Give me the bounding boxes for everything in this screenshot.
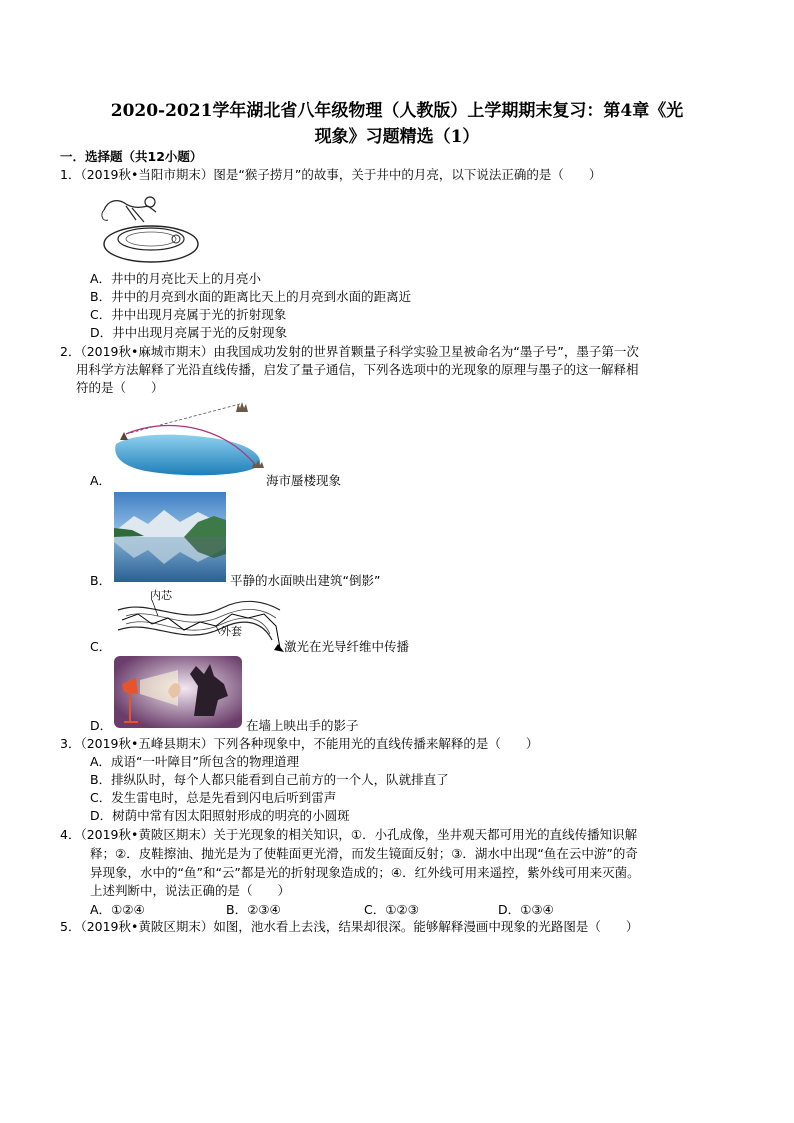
q4-stem-line2: 释；②．皮鞋擦油、抛光是为了使鞋面更光滑，而发生镜面反射；③．湖水中出现“鱼在云中游”的奇 [90,846,638,861]
q4-stem-line3: 异现象，水中的“鱼”和“云”都是光的折射现象造成的；④．红外线可用来遥控，紫外线可用来灭菌。 [90,865,640,880]
q2-option-c-letter[interactable]: C． [90,639,112,654]
q1-option-a[interactable]: A．井中的月亮比天上的月亮小 [90,271,262,286]
document-title-line2: 现象》习题精选（1） [314,127,480,147]
q3-option-a[interactable]: A．成语“一叶障目”所包含的物理道理 [90,754,300,769]
q5-stem: 5．（2019秋•黄陂区期末）如图，池水看上去浅，结果却很深。能够解释漫画中现象的光路图是（ ） [60,919,639,934]
q2-option-d-letter[interactable]: D． [90,718,113,733]
monkey-well-figure [96,186,206,266]
q4-choice-a[interactable]: A．①②④ [90,902,145,917]
fiber-sheath-label: 外套 [220,625,242,638]
q3-option-d[interactable]: D．树荫中常有因太阳照射形成的明亮的小圆斑 [90,808,350,823]
lake-reflection-photo [114,492,226,582]
q4-choice-c[interactable]: C．①②③ [364,902,419,917]
q2-stem-line3: 符的是（ ） [76,380,164,395]
q2-option-a-letter[interactable]: A． [90,473,112,488]
q4-choice-b[interactable]: B．②③④ [226,902,281,917]
document-title-line1: 2020-2021学年湖北省八年级物理（人教版）上学期期末复习：第4章《光 [110,101,684,121]
q2-option-d-caption: 在墙上映出手的影子 [246,718,359,733]
mirage-figure [112,398,268,478]
q2-option-a-caption: 海市蜃楼现象 [266,473,342,488]
fiber-core-label: 内芯 [150,589,172,602]
q2-option-b-caption: 平静的水面映出建筑“倒影” [230,573,381,588]
optical-fiber-diagram [112,588,288,654]
q4-stem-line1: 4．（2019秋•黄陂区期末）关于光现象的相关知识，①．小孔成像，坐井观天都可用光的直线传播知识解 [60,827,638,842]
q2-stem-line1: 2．（2019秋•麻城市期末）由我国成功发射的世界首颗量子科学实验卫星被命名为“墨子号”，墨子第一次 [60,344,639,359]
q3-stem: 3．（2019秋•五峰县期末）下列各种现象中，不能用光的直线传播来解释的是（ ） [60,736,539,751]
q3-option-b[interactable]: B．排纵队时，每个人都只能看到自己前方的一个人，队就排直了 [90,772,449,787]
q1-option-b[interactable]: B．井中的月亮到水面的距离比天上的月亮到水面的距离近 [90,289,412,304]
q2-stem-line2: 用科学方法解释了光沿直线传播，启发了量子通信，下列各选项中的光现象的原理与墨子的这一解释相 [76,362,639,377]
q4-choice-d[interactable]: D．①③④ [498,902,554,917]
hand-shadow-figure [114,656,242,728]
q1-stem: 1．（2019秋•当阳市期末）图是“猴子捞月”的故事，关于井中的月亮，以下说法正确的是（ ） [60,167,602,182]
q1-option-c[interactable]: C．井中出现月亮属于光的折射现象 [90,307,287,322]
q2-option-b-letter[interactable]: B． [90,573,112,588]
q3-option-c[interactable]: C．发生雷电时，总是先看到闪电后听到雷声 [90,790,337,805]
q4-stem-line4: 上述判断中，说法正确的是（ ） [90,883,291,898]
section-heading: 一．选择题（共12小题） [60,149,203,164]
q1-option-d[interactable]: D．井中出现月亮属于光的反射现象 [90,325,288,340]
q2-option-c-caption: 激光在光导纤维中传播 [284,639,410,654]
